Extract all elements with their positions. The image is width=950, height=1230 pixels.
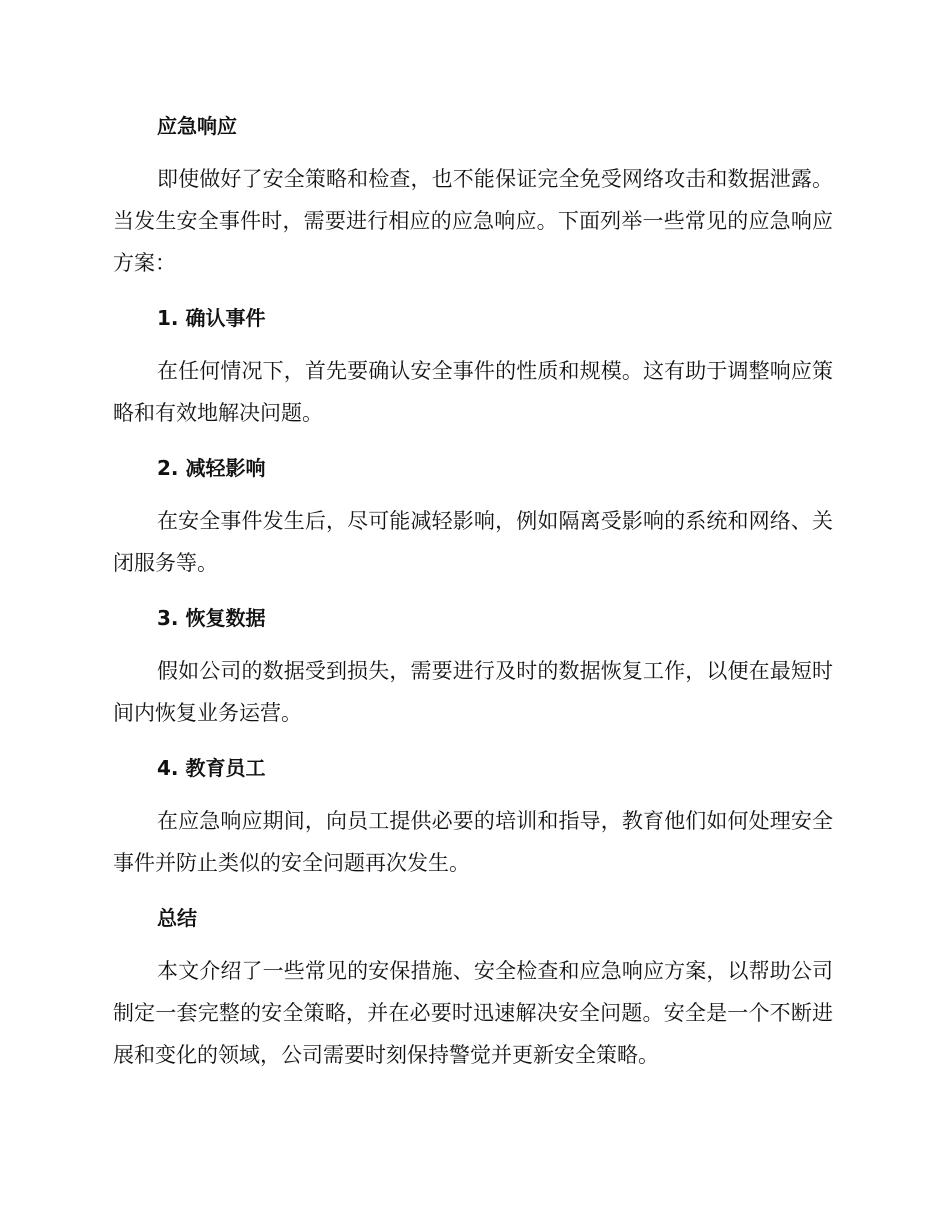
- section-heading-restore-data: 3. 恢复数据: [157, 606, 266, 630]
- section-heading-educate-staff: 4. 教育员工: [157, 756, 266, 780]
- section-body-summary: 本文介绍了一些常见的安保措施、安全检查和应急响应方案，以帮助公司制定一套完整的安全策略，并在必要时迅速解决安全问题。安全是一个不断进展和变化的领域，公司需要时刻保持警觉并更新安全策略。: [113, 959, 833, 1067]
- section-body-confirm-event: 在任何情况下，首先要确认安全事件的性质和规模。这有助于调整响应策略和有效地解决问题。: [113, 359, 833, 425]
- section-heading-summary: 总结: [157, 906, 197, 930]
- section-heading-emergency-response: 应急响应: [157, 114, 237, 138]
- document-page: [113, 104, 833, 1076]
- section-body-emergency-response: 即使做好了安全策略和检查，也不能保证完全免受网络攻击和数据泄露。当发生安全事件时，需要进行相应的应急响应。下面列举一些常见的应急响应方案：: [113, 167, 833, 275]
- section-body-restore-data: 假如公司的数据受到损失，需要进行及时的数据恢复工作，以便在最短时间内恢复业务运营。: [113, 659, 833, 725]
- section-body-mitigate-impact: 在安全事件发生后，尽可能减轻影响，例如隔离受影响的系统和网络、关闭服务等。: [113, 509, 833, 575]
- section-heading-confirm-event: 1. 确认事件: [157, 306, 266, 330]
- section-heading-mitigate-impact: 2. 减轻影响: [157, 456, 266, 480]
- section-body-educate-staff: 在应急响应期间，向员工提供必要的培训和指导，教育他们如何处理安全事件并防止类似的安全问题再次发生。: [113, 809, 833, 875]
